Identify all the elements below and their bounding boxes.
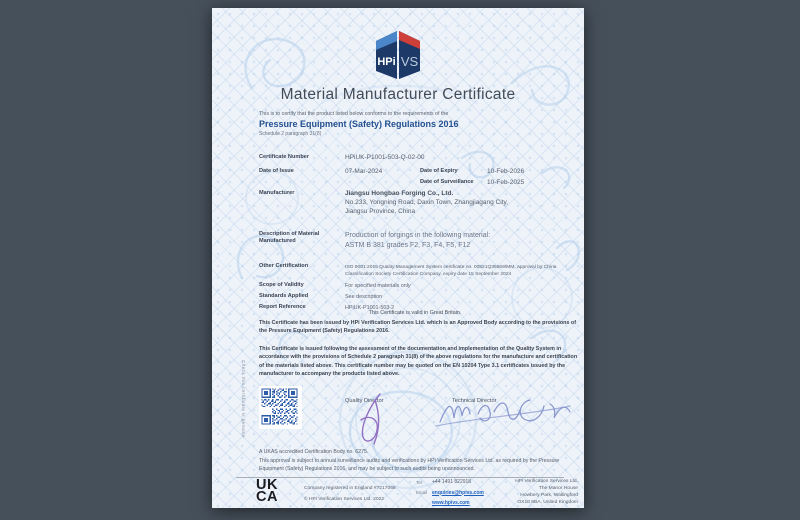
- other-certification-value: ISO 9001:2015 Quality Management System certificate no. 00521Q35569/MM, approval by China Classification Society Certification Company, expiry date 15 September 2024: [345, 264, 557, 277]
- copyright-line: © HPi Verification Services Ltd. 2022: [304, 496, 384, 502]
- logo-text-hpi: HPi: [377, 56, 396, 68]
- valid-in-great-britain-line: This Certificate is valid in Great Britain.: [368, 310, 462, 316]
- row-other-certification: [259, 263, 571, 279]
- ukca-line1: UK: [256, 477, 278, 493]
- other-certification-label: Other Certification: [259, 262, 309, 269]
- row-certificate-number: [259, 154, 571, 163]
- quality-director-signature: [350, 392, 400, 448]
- date-of-surveillance-label: Date of Surveillance: [420, 178, 474, 185]
- tel-label: Tel: [416, 479, 422, 485]
- company-registration: Company registered in England #7217066: [304, 486, 396, 491]
- manufacturer-address-line1: No.233, Yongning Road, Daxin Town, Zhangjiagang City,: [345, 199, 509, 207]
- contact-block: [416, 479, 484, 511]
- description-line1: Production of forgings in the following material:: [345, 231, 491, 239]
- date-of-expiry-value: 10-Feb-2026: [487, 167, 525, 175]
- qr-caption: Check this certificate is genuine: [241, 360, 246, 438]
- tel-number: +44 1491 822918: [432, 479, 472, 485]
- scope-of-validity-label: Scope of Validity: [259, 282, 304, 289]
- scope-of-validity-value: For specified materials only: [345, 283, 411, 290]
- certify-line: This is to certify that the product listed below conforms to the requirements of the: [259, 111, 449, 117]
- row-dates: [259, 168, 571, 190]
- ukca-line2: CA: [256, 488, 278, 505]
- qr-code: [259, 386, 302, 429]
- website-label-spacer: [416, 500, 432, 506]
- certify-block: [259, 111, 569, 137]
- hpivs-logo: [375, 28, 421, 82]
- details-table: [259, 154, 571, 312]
- certificate-title: Material Manufacturer Certificate: [280, 86, 516, 103]
- certificate-page: [212, 8, 584, 508]
- standards-applied-label: Standards Applied: [259, 292, 309, 299]
- company-registration-block: [304, 486, 396, 507]
- manufacturer-address-line2: Jiangsu Province, China: [345, 207, 416, 215]
- company-address-block: [515, 478, 578, 506]
- address-line: Howbery Park, Wallingford: [520, 493, 578, 498]
- email-label: Email: [416, 490, 427, 496]
- manufacturer-label: Manufacturer: [259, 190, 295, 197]
- approval-paragraph: This approval is subject to annual surveillance audits and verifications by HPi Verification Services Ltd. as required by the Pressure Equipment (Safety) Regulations 2016, and may be subject to such audits being unannounced.: [259, 458, 560, 472]
- date-of-expiry-label: Date of Expiry: [420, 167, 458, 174]
- expiry-surveillance-table: [420, 168, 524, 190]
- row-description: [259, 231, 571, 252]
- ukas-accreditation-line: A UKAS accredited Certification Body no. 6275.: [259, 449, 369, 455]
- assessment-paragraph: This Certificate is issued following the assessment of the documentation and implementation of the Quality System in accordance with the provisions of Schedule 2 paragraph 31(8) of the above regulations for the manufacture and certification of the materials listed above. This certificate number may be quoted on the EN 10204 Type 3.1 certificates issued by the manufacturer to accompany the products listed above.: [259, 346, 578, 378]
- description-label: Description of Material Manufactured: [259, 230, 320, 245]
- email-link[interactable]: enquiries@hpivs.com: [432, 489, 484, 496]
- date-of-surveillance-value: 10-Feb-2025: [487, 178, 525, 186]
- certificate-number-label: Certificate Number: [259, 154, 310, 160]
- logo-text-vs: VS: [400, 54, 419, 69]
- address-line: OX10 8BA, United Kingdom: [517, 500, 578, 505]
- standards-applied-value: See description: [345, 293, 383, 300]
- address-line: The Manor House: [538, 486, 578, 491]
- technical-director-signature: [434, 392, 574, 434]
- manufacturer-name: Jiangsu Hongbao Forging Co., Ltd.: [345, 190, 454, 198]
- date-of-issue-value: 07-Mar-2024: [345, 167, 383, 175]
- row-standards-applied: [259, 293, 571, 301]
- address-line: HPi Verification Services Ltd.: [515, 479, 578, 484]
- report-reference-value: HPiUK-P1001-503-2: [345, 304, 395, 311]
- technical-director-label: Technical Director: [452, 398, 497, 404]
- website-link[interactable]: www.hpivs.com: [432, 500, 470, 506]
- certificate-number-value: HPiUK-P1001-503-Q-02-00: [345, 154, 425, 161]
- report-reference-label: Report Reference: [259, 303, 306, 310]
- schedule-reference: Schedule 2 paragraph 31(8): [259, 131, 322, 137]
- quality-director-label: Quality Director: [345, 398, 384, 404]
- row-manufacturer: [259, 190, 571, 216]
- regulation-heading: Pressure Equipment (Safety) Regulations 2016: [259, 119, 459, 129]
- description-line2: ASTM B 381 grades F2, F3, F4, F5, F12: [345, 242, 471, 250]
- date-of-issue-label: Date of Issue: [259, 167, 294, 174]
- issue-paragraph: This Certificate has been issued by HPi Verification Services Ltd. which is an Approved Body according to the provisions of the Pressure Equipment (Safety) Regulations 2016.: [259, 320, 577, 335]
- row-scope-of-validity: [259, 282, 571, 290]
- ukca-logo: [256, 477, 278, 505]
